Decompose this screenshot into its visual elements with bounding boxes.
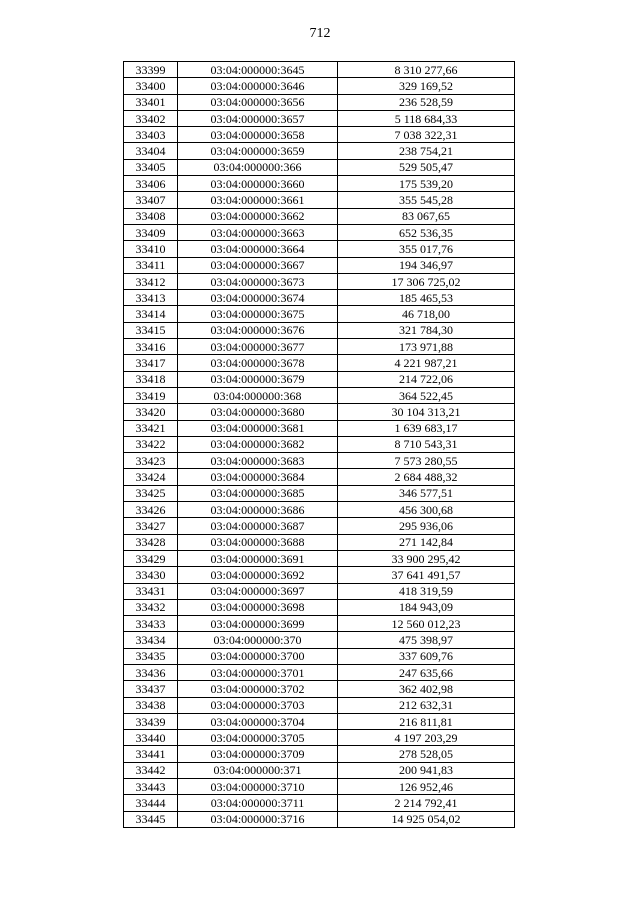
table-row [124,306,515,322]
table-row [124,518,515,534]
cadastral-number-cell: 03:04:000000:3687 [178,518,338,534]
cadastral-value-cell: 173 971,88 [338,339,515,355]
cadastral-number-cell: 03:04:000000:3658 [178,127,338,143]
table-row [124,648,515,664]
cadastral-value-cell: 216 811,81 [338,713,515,729]
cadastral-number-cell: 03:04:000000:3656 [178,94,338,110]
cadastral-value-cell: 8 710 543,31 [338,436,515,452]
row-number-cell: 33413 [124,290,178,306]
row-number-cell: 33412 [124,273,178,289]
cadastral-value-cell: 456 300,68 [338,502,515,518]
cadastral-number-cell: 03:04:000000:3682 [178,436,338,452]
table-row [124,273,515,289]
cadastral-value-cell: 30 104 313,21 [338,404,515,420]
cadastral-value-cell: 83 067,65 [338,208,515,224]
table-row [124,632,515,648]
table-row [124,485,515,501]
row-number-cell: 33411 [124,257,178,273]
table-row [124,94,515,110]
cadastral-value-cell: 355 545,28 [338,192,515,208]
table-row [124,779,515,795]
cadastral-value-cell: 185 465,53 [338,290,515,306]
row-number-cell: 33420 [124,404,178,420]
table-row [124,339,515,355]
table-row [124,224,515,240]
cadastral-value-cell: 529 505,47 [338,159,515,175]
cadastral-number-cell: 03:04:000000:3686 [178,502,338,518]
cadastral-value-cell: 4 197 203,29 [338,730,515,746]
row-number-cell: 33406 [124,176,178,192]
cadastral-value-cell: 46 718,00 [338,306,515,322]
row-number-cell: 33399 [124,62,178,78]
cadastral-value-cell: 184 943,09 [338,599,515,615]
cadastral-number-cell: 03:04:000000:3676 [178,322,338,338]
row-number-cell: 33444 [124,795,178,811]
cadastral-number-cell: 03:04:000000:3711 [178,795,338,811]
cadastral-value-cell: 14 925 054,02 [338,811,515,827]
table-row [124,436,515,452]
table-row [124,387,515,403]
row-number-cell: 33438 [124,697,178,713]
cadastral-number-cell: 03:04:000000:371 [178,762,338,778]
cadastral-number-cell: 03:04:000000:3681 [178,420,338,436]
cadastral-number-cell: 03:04:000000:3701 [178,664,338,680]
table-row [124,127,515,143]
row-number-cell: 33429 [124,550,178,566]
cadastral-value-cell: 214 722,06 [338,371,515,387]
cadastral-value-cell: 5 118 684,33 [338,110,515,126]
cadastral-value-cell: 475 398,97 [338,632,515,648]
table-row [124,159,515,175]
cadastral-number-cell: 03:04:000000:368 [178,387,338,403]
row-number-cell: 33432 [124,599,178,615]
row-number-cell: 33427 [124,518,178,534]
table-row [124,697,515,713]
table-row [124,192,515,208]
row-number-cell: 33431 [124,583,178,599]
cadastral-number-cell: 03:04:000000:3704 [178,713,338,729]
cadastral-number-cell: 03:04:000000:3683 [178,453,338,469]
row-number-cell: 33416 [124,339,178,355]
cadastral-value-cell: 4 221 987,21 [338,355,515,371]
cadastral-value-cell: 418 319,59 [338,583,515,599]
table-row [124,62,515,78]
table-row [124,664,515,680]
table-row [124,583,515,599]
cadastral-value-cell: 2 684 488,32 [338,469,515,485]
cadastral-number-cell: 03:04:000000:3716 [178,811,338,827]
table-row [124,502,515,518]
cadastral-number-cell: 03:04:000000:3679 [178,371,338,387]
table-row [124,567,515,583]
row-number-cell: 33440 [124,730,178,746]
table-row [124,78,515,94]
row-number-cell: 33415 [124,322,178,338]
table-row [124,176,515,192]
table-body [124,62,515,828]
cadastral-number-cell: 03:04:000000:3709 [178,746,338,762]
table-row [124,404,515,420]
table-row [124,811,515,827]
cadastral-value-cell: 194 346,97 [338,257,515,273]
table-row [124,322,515,338]
row-number-cell: 33423 [124,453,178,469]
row-number-cell: 33430 [124,567,178,583]
cadastral-number-cell: 03:04:000000:3645 [178,62,338,78]
table-row [124,290,515,306]
table-row [124,730,515,746]
table-row [124,550,515,566]
cadastral-number-cell: 03:04:000000:3700 [178,648,338,664]
row-number-cell: 33407 [124,192,178,208]
cadastral-number-cell: 03:04:000000:3677 [178,339,338,355]
cadastral-number-cell: 03:04:000000:3662 [178,208,338,224]
cadastral-value-cell: 12 560 012,23 [338,616,515,632]
row-number-cell: 33421 [124,420,178,436]
cadastral-value-cell: 2 214 792,41 [338,795,515,811]
table-row [124,257,515,273]
cadastral-value-table [123,61,515,828]
row-number-cell: 33434 [124,632,178,648]
row-number-cell: 33410 [124,241,178,257]
row-number-cell: 33424 [124,469,178,485]
cadastral-value-cell: 17 306 725,02 [338,273,515,289]
table-row [124,681,515,697]
cadastral-number-cell: 03:04:000000:3663 [178,224,338,240]
table-row [124,616,515,632]
row-number-cell: 33408 [124,208,178,224]
row-number-cell: 33441 [124,746,178,762]
table-row [124,762,515,778]
cadastral-number-cell: 03:04:000000:3705 [178,730,338,746]
table-row [124,371,515,387]
row-number-cell: 33433 [124,616,178,632]
cadastral-value-cell: 7 038 322,31 [338,127,515,143]
cadastral-number-cell: 03:04:000000:3691 [178,550,338,566]
cadastral-number-cell: 03:04:000000:3688 [178,534,338,550]
cadastral-value-cell: 362 402,98 [338,681,515,697]
cadastral-number-cell: 03:04:000000:3673 [178,273,338,289]
table-row [124,599,515,615]
cadastral-number-cell: 03:04:000000:3664 [178,241,338,257]
row-number-cell: 33402 [124,110,178,126]
cadastral-number-cell: 03:04:000000:366 [178,159,338,175]
cadastral-value-cell: 33 900 295,42 [338,550,515,566]
table-row [124,746,515,762]
row-number-cell: 33401 [124,94,178,110]
cadastral-value-cell: 278 528,05 [338,746,515,762]
row-number-cell: 33414 [124,306,178,322]
row-number-cell: 33417 [124,355,178,371]
row-number-cell: 33435 [124,648,178,664]
cadastral-value-cell: 247 635,66 [338,664,515,680]
cadastral-value-cell: 236 528,59 [338,94,515,110]
table-row [124,534,515,550]
cadastral-number-cell: 03:04:000000:3699 [178,616,338,632]
cadastral-value-cell: 8 310 277,66 [338,62,515,78]
cadastral-value-cell: 337 609,76 [338,648,515,664]
cadastral-number-cell: 03:04:000000:3710 [178,779,338,795]
cadastral-number-cell: 03:04:000000:3703 [178,697,338,713]
cadastral-value-cell: 295 936,06 [338,518,515,534]
row-number-cell: 33445 [124,811,178,827]
cadastral-number-cell: 03:04:000000:3702 [178,681,338,697]
row-number-cell: 33437 [124,681,178,697]
row-number-cell: 33436 [124,664,178,680]
cadastral-value-cell: 364 522,45 [338,387,515,403]
table-row [124,795,515,811]
cadastral-number-cell: 03:04:000000:3675 [178,306,338,322]
cadastral-value-cell: 212 632,31 [338,697,515,713]
cadastral-value-cell: 346 577,51 [338,485,515,501]
cadastral-value-cell: 355 017,76 [338,241,515,257]
cadastral-value-cell: 321 784,30 [338,322,515,338]
table-row [124,143,515,159]
cadastral-number-cell: 03:04:000000:3659 [178,143,338,159]
table-row [124,469,515,485]
cadastral-number-cell: 03:04:000000:370 [178,632,338,648]
cadastral-number-cell: 03:04:000000:3685 [178,485,338,501]
table-row [124,453,515,469]
cadastral-number-cell: 03:04:000000:3692 [178,567,338,583]
cadastral-value-cell: 37 641 491,57 [338,567,515,583]
cadastral-number-cell: 03:04:000000:3684 [178,469,338,485]
row-number-cell: 33428 [124,534,178,550]
page-number: 712 [309,26,331,41]
cadastral-number-cell: 03:04:000000:3697 [178,583,338,599]
cadastral-value-cell: 652 536,35 [338,224,515,240]
cadastral-value-cell: 175 539,20 [338,176,515,192]
cadastral-number-cell: 03:04:000000:3657 [178,110,338,126]
cadastral-number-cell: 03:04:000000:3646 [178,78,338,94]
cadastral-value-cell: 329 169,52 [338,78,515,94]
row-number-cell: 33404 [124,143,178,159]
cadastral-value-cell: 7 573 280,55 [338,453,515,469]
row-number-cell: 33443 [124,779,178,795]
table-row [124,208,515,224]
row-number-cell: 33403 [124,127,178,143]
row-number-cell: 33442 [124,762,178,778]
row-number-cell: 33422 [124,436,178,452]
row-number-cell: 33425 [124,485,178,501]
cadastral-number-cell: 03:04:000000:3680 [178,404,338,420]
cadastral-number-cell: 03:04:000000:3660 [178,176,338,192]
row-number-cell: 33419 [124,387,178,403]
row-number-cell: 33405 [124,159,178,175]
row-number-cell: 33400 [124,78,178,94]
table-row [124,241,515,257]
cadastral-value-cell: 238 754,21 [338,143,515,159]
table-row [124,355,515,371]
table-row [124,110,515,126]
cadastral-number-cell: 03:04:000000:3661 [178,192,338,208]
cadastral-number-cell: 03:04:000000:3674 [178,290,338,306]
table-row [124,420,515,436]
cadastral-value-cell: 1 639 683,17 [338,420,515,436]
cadastral-number-cell: 03:04:000000:3678 [178,355,338,371]
cadastral-value-cell: 126 952,46 [338,779,515,795]
cadastral-number-cell: 03:04:000000:3698 [178,599,338,615]
table-row [124,713,515,729]
row-number-cell: 33439 [124,713,178,729]
row-number-cell: 33426 [124,502,178,518]
cadastral-value-cell: 200 941,83 [338,762,515,778]
row-number-cell: 33409 [124,224,178,240]
row-number-cell: 33418 [124,371,178,387]
cadastral-value-cell: 271 142,84 [338,534,515,550]
cadastral-number-cell: 03:04:000000:3667 [178,257,338,273]
